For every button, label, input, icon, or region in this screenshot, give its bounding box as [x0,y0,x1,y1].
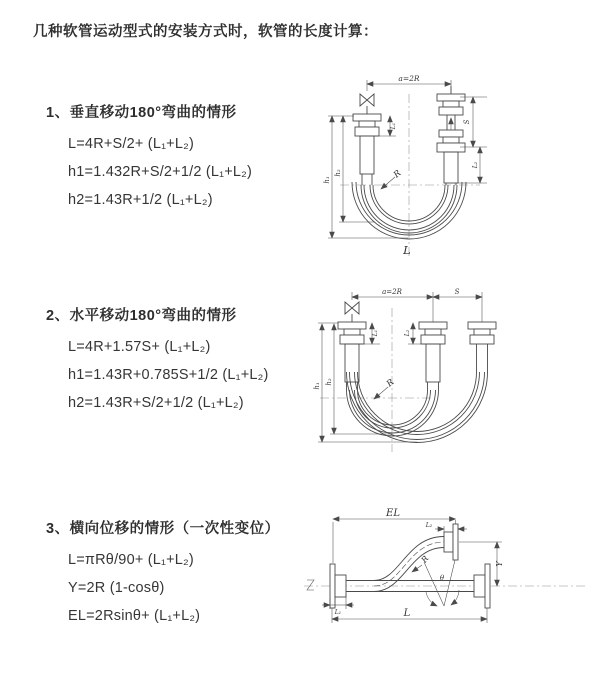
angle-theta-label: θ [439,574,445,582]
dim-l2: L₂ [425,522,433,529]
diagram-horizontal-180-bend [308,286,585,458]
formula-length: L=4R+S/2+ (L₁+L₂) [68,136,194,152]
displaced-s-curve-hose [374,524,458,592]
dim-el: EL [386,508,400,519]
dim-h2: h₂ [334,169,342,177]
middle-fitting [419,322,447,382]
page-title: 几种软管运动型式的安装方式时，软管的长度计算： [33,24,378,40]
centerline-break-icon [307,580,314,590]
formula-el: EL=2Rsinθ+ (L₁+L₂) [68,608,201,624]
left-fitting [353,94,381,174]
radius-label: R [419,554,431,565]
dim-s: S [454,288,460,296]
formula-length: L=πRθ/90+ (L₁+L₂) [68,552,194,568]
dim-l2: L₂ [472,161,479,169]
section-2-heading: 2、水平移动180°弯曲的情形 [46,308,237,324]
hose-u-bends [347,344,488,443]
diagram-vertical-180-bend [310,70,585,260]
braid-section [444,152,458,183]
centerlines [304,580,588,590]
formula-y: Y=2R (1-cosθ) [68,580,165,596]
dim-l1: L₁ [390,122,397,130]
dim-h2: h₂ [325,378,333,386]
formula-h1: h1=1.43R+0.785S+1/2 (L₁+L₂) [68,367,269,383]
formula-h1: h1=1.432R+S/2+1/2 (L₁+L₂) [68,164,253,180]
radius-label: R [385,377,397,390]
braid-section [360,136,374,174]
dim-l1: L₁ [334,609,342,616]
valve-icon [345,302,359,314]
diagram-lateral-displacement [296,506,600,654]
formula-h2: h2=1.43R+1/2 (L₁+L₂) [68,192,213,208]
formula-length: L=4R+1.57S+ (L₁+L₂) [68,339,211,355]
dimensions [322,508,504,623]
right-fitting-moved-position [468,322,496,344]
section-1 [46,101,321,214]
dim-l: L [403,608,411,619]
section-2 [46,304,321,417]
valve-icon [360,94,374,106]
section-3 [46,517,321,630]
dim-a-2r: a=2R [398,74,420,83]
section-3-heading: 3、横向位移的情形（一次性变位） [46,521,280,537]
dimensions [313,288,482,442]
dim-h1: h₁ [323,176,331,184]
dim-l1: L₁ [372,329,379,337]
dim-l2: L₂ [404,329,411,337]
section-1-heading: 1、垂直移动180°弯曲的情形 [46,105,237,121]
left-fitting [338,302,366,382]
length-label: L [403,243,411,257]
braid-section [426,344,440,382]
dim-s: S [463,119,471,125]
formula-h2: h2=1.43R+S/2+1/2 (L₁+L₂) [68,395,244,411]
dim-a-2r: a=2R [382,288,402,296]
dim-y: Y [495,561,504,567]
radius-label: R [392,168,404,181]
right-fitting-two-positions [437,86,465,183]
dim-h1: h₁ [313,382,321,390]
braid-section [345,344,359,382]
